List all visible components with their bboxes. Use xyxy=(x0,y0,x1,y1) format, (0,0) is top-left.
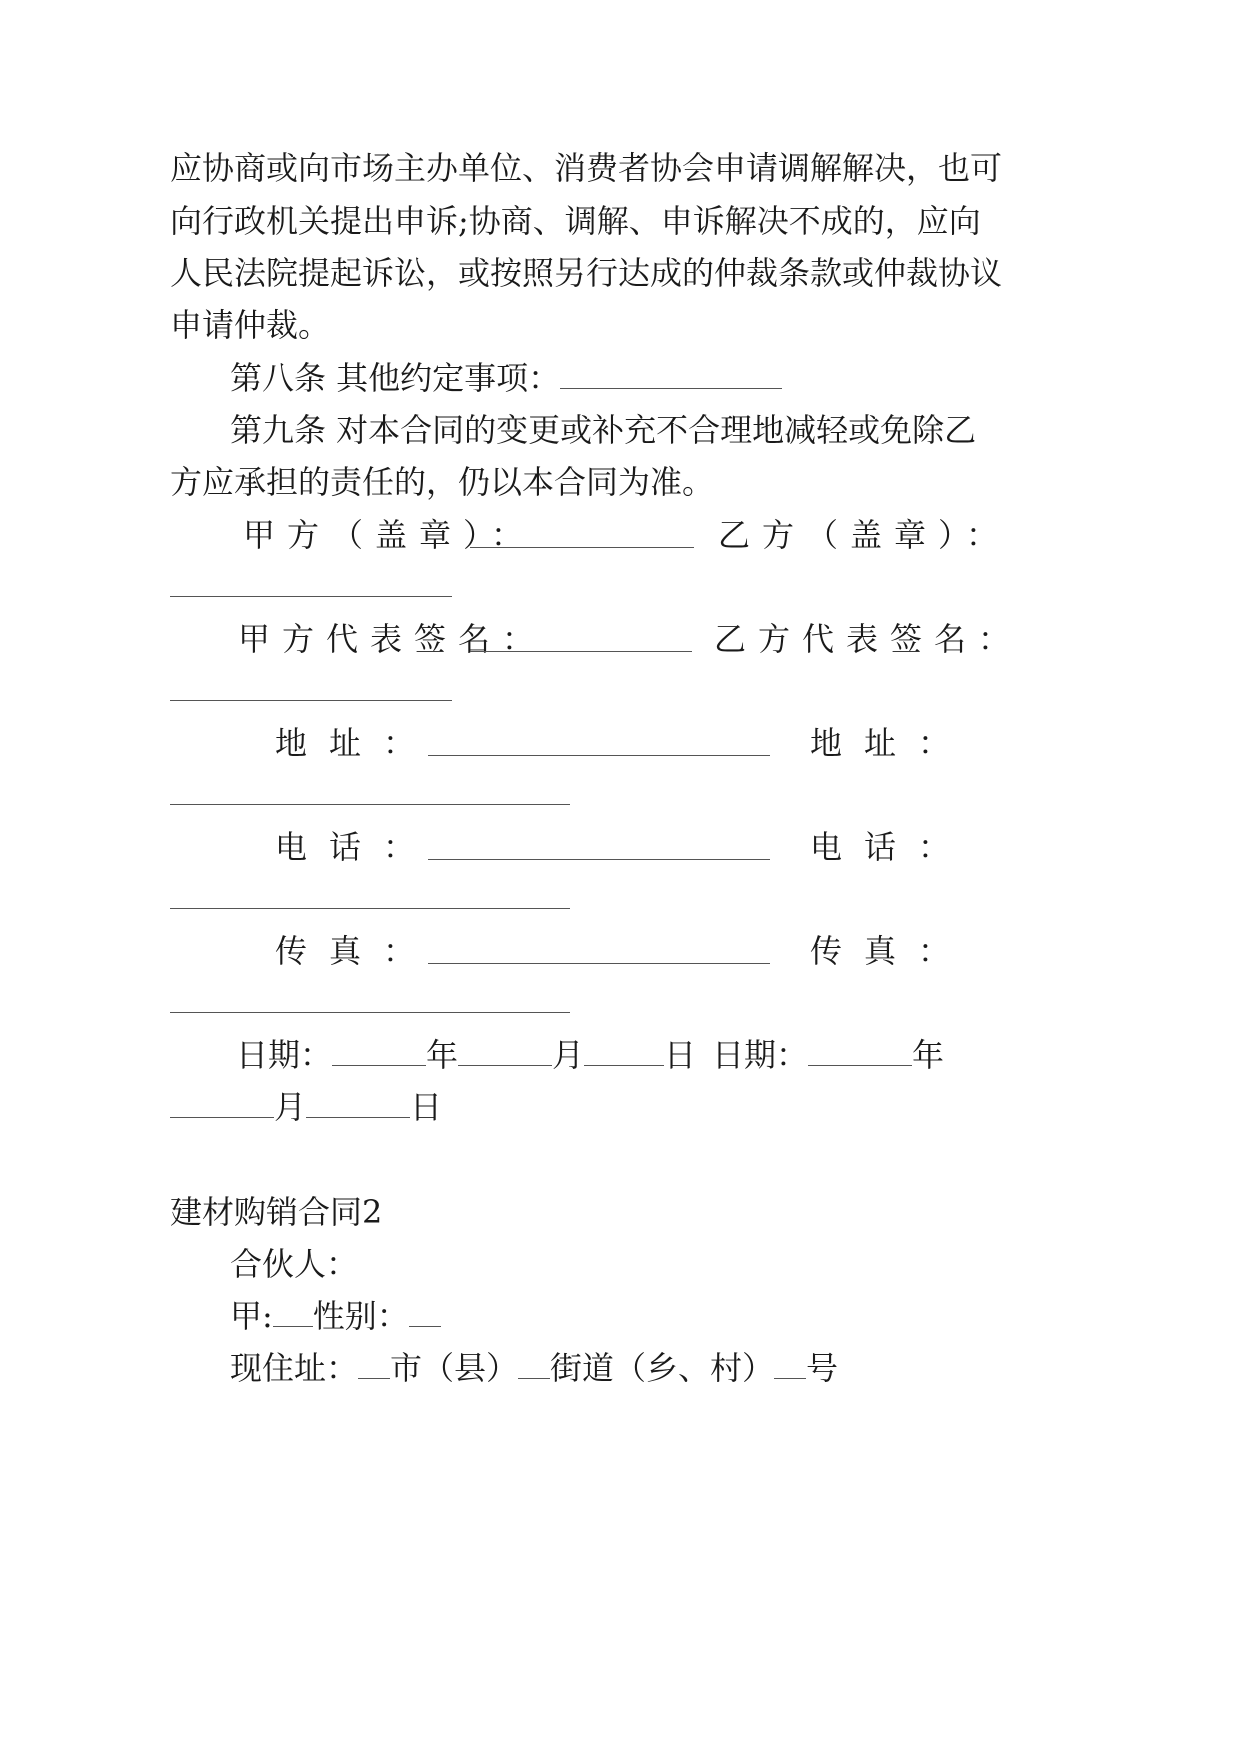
party-a-gender-line xyxy=(230,1296,441,1336)
other-matters-blank[interactable] xyxy=(560,360,782,389)
address-label: 现住址： xyxy=(230,1349,359,1387)
party-a-name-blank[interactable] xyxy=(273,1298,313,1327)
article-8 xyxy=(230,358,782,398)
party-a-fax-label: 传真： xyxy=(275,932,438,970)
party-a-date-label: 日期： xyxy=(236,1036,333,1074)
party-a-seal-blank[interactable] xyxy=(470,547,694,548)
party-a-rep-label: 甲方代表签名： xyxy=(238,620,547,658)
party-a-year-blank[interactable] xyxy=(332,1037,426,1066)
gender-blank[interactable] xyxy=(409,1298,441,1327)
party-b-year-unit: 年 xyxy=(912,1036,945,1074)
party-b-address-label: 地址： xyxy=(810,724,973,762)
current-address-line xyxy=(230,1348,838,1388)
party-b-fax-blank[interactable] xyxy=(170,1012,570,1013)
party-a-fax-blank[interactable] xyxy=(428,963,770,964)
gender-label: 性别： xyxy=(312,1297,409,1335)
party-a-day-unit: 日 xyxy=(664,1036,697,1074)
party-a-address-blank[interactable] xyxy=(428,755,770,756)
party-b-phone-label: 电话： xyxy=(810,828,973,866)
clause-7-line-3: 人民法院提起诉讼，或按照另行达成的仲裁条款或仲裁协议 xyxy=(170,254,1003,292)
city-label: 市（县） xyxy=(390,1349,519,1387)
party-a-date xyxy=(236,1035,696,1075)
party-a-phone-blank[interactable] xyxy=(428,859,770,860)
party-b-fax-label: 传真： xyxy=(810,932,973,970)
party-b-address-blank[interactable] xyxy=(170,804,570,805)
party-b-rep-label: 乙方代表签名： xyxy=(714,620,1023,658)
party-b-date-label: 日期： xyxy=(712,1036,809,1074)
partners-label: 合伙人： xyxy=(230,1245,359,1283)
party-b-month-blank[interactable] xyxy=(170,1089,274,1118)
street-blank[interactable] xyxy=(518,1350,550,1379)
party-a-prefix: 甲: xyxy=(230,1297,273,1335)
city-blank[interactable] xyxy=(358,1350,390,1379)
street-label: 街道（乡、村） xyxy=(550,1349,775,1387)
party-b-seal-blank[interactable] xyxy=(170,596,452,597)
party-b-day-blank[interactable] xyxy=(306,1089,410,1118)
party-b-rep-blank[interactable] xyxy=(170,700,452,701)
party-a-seal-label: 甲方（盖章）： xyxy=(243,516,536,554)
article-9-line-2: 方应承担的责任的，仍以本合同为准。 xyxy=(170,463,715,501)
party-a-month-blank[interactable] xyxy=(458,1037,552,1066)
number-blank[interactable] xyxy=(774,1350,806,1379)
clause-7-line-1: 应协商或向市场主办单位、消费者协会申请调解解决，也可 xyxy=(170,149,1003,187)
party-a-day-blank[interactable] xyxy=(584,1037,664,1066)
second-contract-title: 建材购销合同2 xyxy=(170,1193,383,1231)
party-a-address-label: 地址： xyxy=(275,724,438,762)
number-label: 号 xyxy=(806,1349,839,1387)
party-b-seal-label: 乙方（盖章）： xyxy=(718,516,1011,554)
party-a-rep-blank[interactable] xyxy=(470,651,692,652)
party-b-phone-blank[interactable] xyxy=(170,908,570,909)
clause-7-line-4: 申请仲裁。 xyxy=(170,306,331,344)
article-8-text: 第八条 其他约定事项： xyxy=(230,359,561,397)
party-b-date-cont xyxy=(170,1087,442,1127)
party-a-phone-label: 电话： xyxy=(275,828,438,866)
party-b-date xyxy=(712,1035,944,1075)
party-a-year-unit: 年 xyxy=(426,1036,459,1074)
party-b-year-blank[interactable] xyxy=(808,1037,912,1066)
article-9-line-1: 第九条 对本合同的变更或补充不合理地减轻或免除乙 xyxy=(230,411,977,449)
party-a-month-unit: 月 xyxy=(552,1036,585,1074)
party-b-month-unit: 月 xyxy=(274,1088,307,1126)
clause-7-line-2: 向行政机关提出申诉;协商、调解、申诉解决不成的，应向 xyxy=(170,202,981,240)
party-b-day-unit: 日 xyxy=(410,1088,443,1126)
